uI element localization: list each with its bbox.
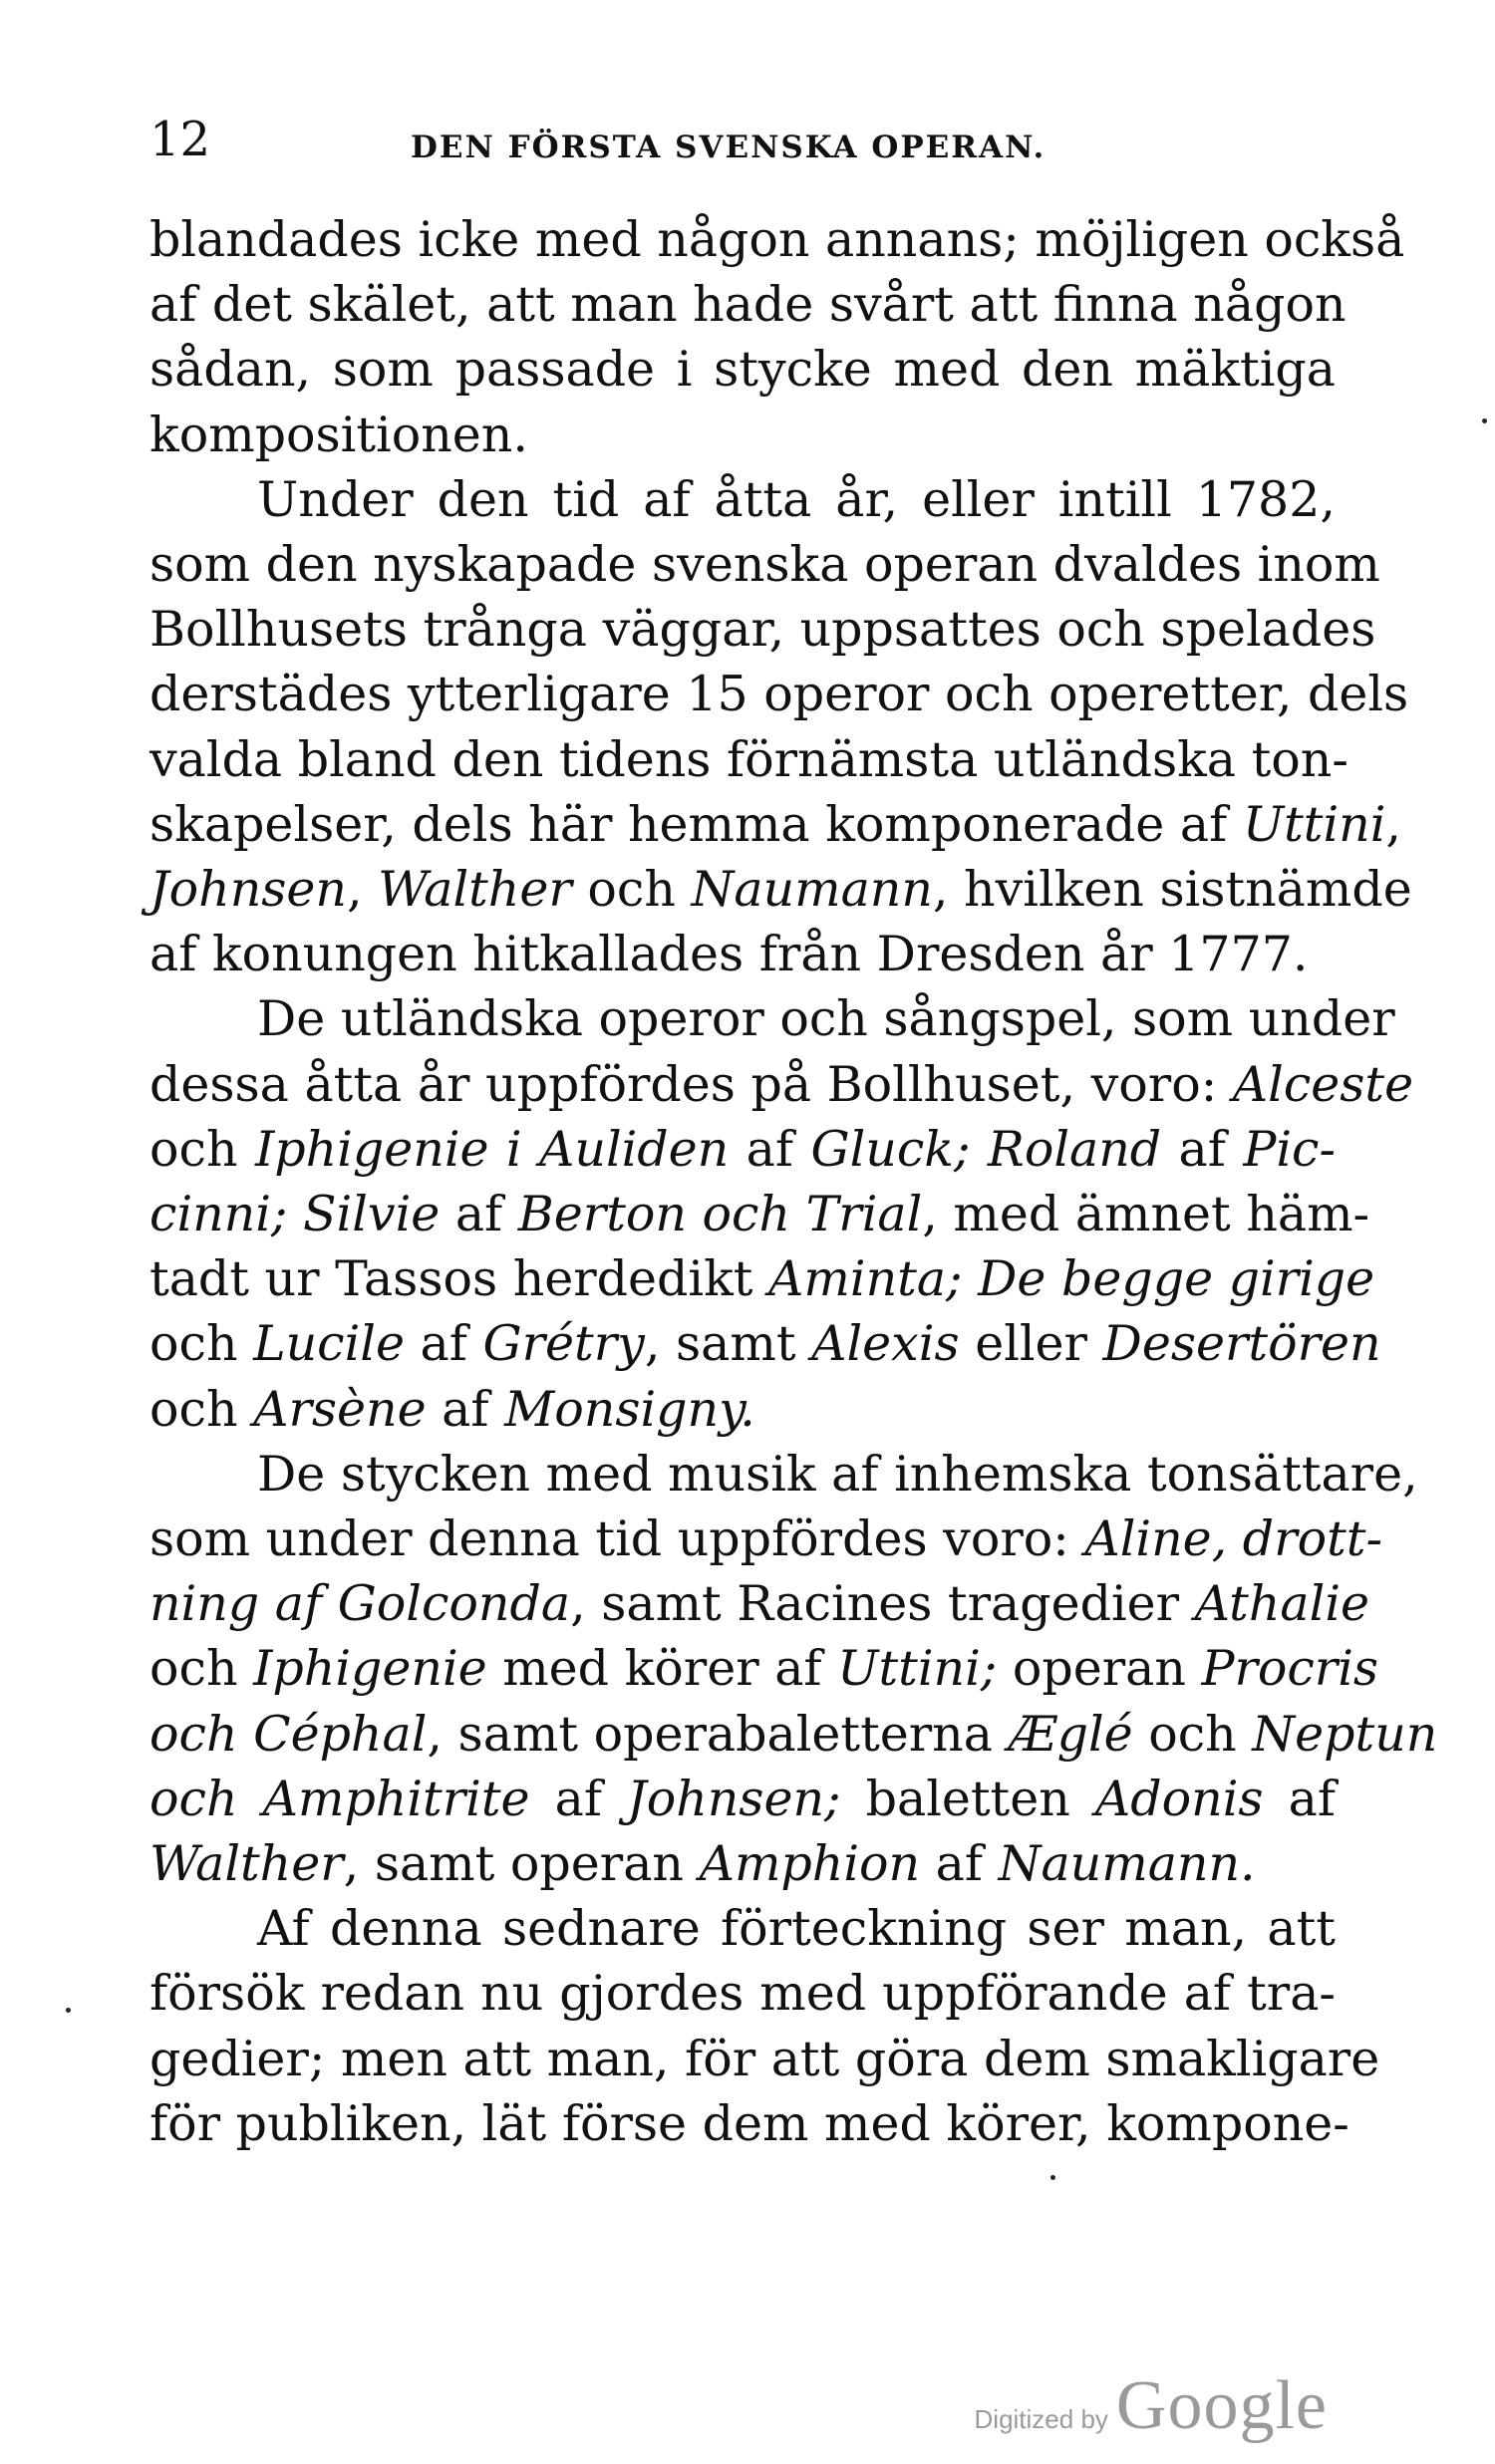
text-segment: dessa åtta år uppfördes på Bollhuset, voro: xyxy=(150,1055,1233,1113)
text-segment: och xyxy=(571,861,692,919)
italic-text: Lucile xyxy=(253,1315,405,1373)
text-line xyxy=(150,1377,1336,1442)
paragraph xyxy=(150,1442,1438,1896)
google-logo: Google xyxy=(1115,2367,1328,2444)
text-line xyxy=(150,1831,1336,1896)
text-line xyxy=(150,1702,1438,1767)
text-line xyxy=(150,1636,1379,1701)
text-segment: tadt ur Tassos herdedikt xyxy=(150,1250,769,1308)
text-segment: som den nyskapade svenska operan dvaldes inom xyxy=(150,536,1380,594)
italic-text: Walther xyxy=(150,1835,344,1893)
italic-text: Uttini; xyxy=(837,1640,998,1698)
italic-text: Neptun xyxy=(1252,1705,1438,1763)
text-line xyxy=(150,1767,1336,1831)
text-segment: Af denna sednare förteckning ser man, att xyxy=(257,1900,1336,1958)
text-segment: De utländska operor och sångspel, som under xyxy=(257,990,1395,1048)
scan-speck xyxy=(1050,2175,1055,2180)
text-segment: af xyxy=(404,1315,483,1373)
text-line xyxy=(150,272,1346,337)
paragraph xyxy=(150,207,1405,467)
text-line xyxy=(150,337,1336,402)
text-segment: som under denna tid uppfördes voro: xyxy=(150,1510,1085,1568)
italic-text: Adonis xyxy=(1094,1770,1264,1827)
scan-speck xyxy=(1482,418,1487,423)
text-line xyxy=(150,922,1336,986)
italic-text: Aminta; De begge girige xyxy=(768,1250,1375,1308)
text-line xyxy=(150,597,1376,662)
text-segment: skapelser, dels här hemma komponerade af xyxy=(150,795,1243,853)
text-segment: försök redan nu gjordes med uppförande af tra- xyxy=(150,1965,1336,2023)
text-line xyxy=(150,986,1395,1051)
text-segment: och xyxy=(150,1380,254,1438)
text-line xyxy=(150,1246,1375,1311)
text-segment: sådan, som passade i stycke med den mäktiga xyxy=(150,341,1336,399)
digitized-watermark xyxy=(975,2366,1328,2446)
italic-text: Walther xyxy=(378,861,572,919)
text-line xyxy=(150,1442,1418,1506)
text-segment: operan xyxy=(997,1640,1202,1698)
text-segment: Under den tid af åtta år, eller intill 1782, xyxy=(257,470,1336,528)
italic-text: och Céphal xyxy=(150,1705,428,1763)
text-line xyxy=(150,207,1405,272)
text-segment: med körer af xyxy=(486,1640,838,1698)
text-segment: och xyxy=(150,1640,254,1698)
italic-text: Iphigenie xyxy=(253,1640,487,1698)
page-header xyxy=(150,112,1346,181)
italic-text: Iphigenie i Auliden xyxy=(254,1120,730,1178)
text-segment: blandades icke med någon annans; möjligen också xyxy=(150,211,1405,268)
text-segment: eller xyxy=(959,1315,1103,1373)
text-segment: af xyxy=(1161,1120,1244,1178)
italic-text: Berton och Trial xyxy=(517,1186,923,1243)
italic-text: Johnsen; xyxy=(627,1770,841,1827)
text-line xyxy=(150,403,1336,467)
italic-text: Aline, drott- xyxy=(1084,1510,1383,1568)
italic-text: Johnsen xyxy=(150,861,347,919)
italic-text: Desertören xyxy=(1102,1315,1381,1373)
text-segment: , samt Racines tragedier xyxy=(570,1575,1195,1633)
running-title: DEN FÖRSTA SVENSKA OPERAN. xyxy=(411,130,1046,165)
italic-text: cinni; Silvie xyxy=(150,1186,441,1243)
text-segment: , med ämnet häm- xyxy=(922,1186,1370,1243)
text-segment: af xyxy=(729,1120,811,1178)
text-line xyxy=(150,857,1412,922)
text-segment: , samt operan xyxy=(343,1835,700,1893)
text-segment: kompositionen. xyxy=(150,406,528,463)
text-line xyxy=(150,1961,1336,2026)
italic-text: Monsigny. xyxy=(504,1380,755,1438)
italic-text: ning af Golconda xyxy=(150,1575,571,1633)
text-segment: , hvilken sistnämde xyxy=(932,861,1412,919)
italic-text: Æglé xyxy=(1008,1705,1133,1763)
text-line xyxy=(150,1311,1381,1376)
text-segment: af konungen hitkallades från Dresden år 1777. xyxy=(150,926,1309,983)
text-line xyxy=(150,1052,1414,1117)
italic-text: Athalie xyxy=(1194,1575,1369,1633)
text-segment: De stycken med musik af inhemska tonsättare, xyxy=(257,1445,1418,1503)
text-line xyxy=(150,1506,1383,1571)
text-line xyxy=(150,2027,1380,2091)
italic-text: Procris xyxy=(1201,1640,1379,1698)
paragraph xyxy=(150,1896,1380,2156)
text-line xyxy=(150,1571,1369,1636)
text-segment: , xyxy=(346,861,379,919)
text-line xyxy=(150,532,1380,597)
text-segment: gedier; men att man, för att göra dem smakligare xyxy=(150,2030,1380,2087)
page-number: 12 xyxy=(150,112,211,167)
text-line xyxy=(150,1117,1336,1182)
italic-text: Gluck; Roland xyxy=(810,1120,1162,1178)
text-segment: , samt operabaletterna xyxy=(427,1705,1009,1763)
text-segment: och xyxy=(150,1315,254,1373)
text-segment: af xyxy=(529,1770,628,1827)
text-segment: af det skälet, att man hade svårt att finna någon xyxy=(150,276,1346,334)
text-segment: och xyxy=(150,1120,255,1178)
italic-text: Arsène xyxy=(253,1380,427,1438)
italic-text: Pic- xyxy=(1243,1120,1336,1178)
text-segment: , samt xyxy=(644,1315,812,1373)
text-line xyxy=(150,792,1401,857)
italic-text: Naumann. xyxy=(998,1835,1256,1893)
italic-text: Uttini xyxy=(1242,795,1386,853)
text-segment: af xyxy=(920,1835,999,1893)
text-line xyxy=(150,1896,1336,1961)
text-segment: , xyxy=(1385,795,1401,853)
scan-speck xyxy=(66,2008,71,2013)
body-text xyxy=(150,207,1438,2156)
text-segment: och xyxy=(1132,1705,1253,1763)
paragraph xyxy=(150,467,1412,987)
text-segment: af xyxy=(1263,1770,1336,1827)
italic-text: Grétry xyxy=(482,1315,645,1373)
italic-text: Alexis xyxy=(811,1315,960,1373)
text-segment: af xyxy=(440,1186,518,1243)
italic-text: Naumann xyxy=(691,861,933,919)
text-line xyxy=(150,1182,1370,1246)
italic-text: och Amphitrite xyxy=(150,1770,530,1827)
italic-text: Alceste xyxy=(1232,1055,1414,1113)
text-line xyxy=(150,727,1348,792)
text-line xyxy=(150,2091,1349,2156)
text-segment: baletten xyxy=(840,1770,1095,1827)
text-line xyxy=(150,467,1336,532)
text-segment: derstädes ytterligare 15 operor och operetter, dels xyxy=(150,666,1409,723)
watermark-prefix: Digitized by xyxy=(974,2404,1108,2434)
text-segment: af xyxy=(426,1380,505,1438)
text-segment: valda bland den tidens förnämsta utländska ton- xyxy=(150,730,1348,788)
text-line xyxy=(150,662,1409,726)
italic-text: Amphion xyxy=(699,1835,921,1893)
text-segment: för publiken, lät förse dem med körer, kompone- xyxy=(150,2094,1349,2152)
paragraph xyxy=(150,986,1414,1441)
text-segment: Bollhusets trånga väggar, uppsattes och spelades xyxy=(150,601,1376,659)
